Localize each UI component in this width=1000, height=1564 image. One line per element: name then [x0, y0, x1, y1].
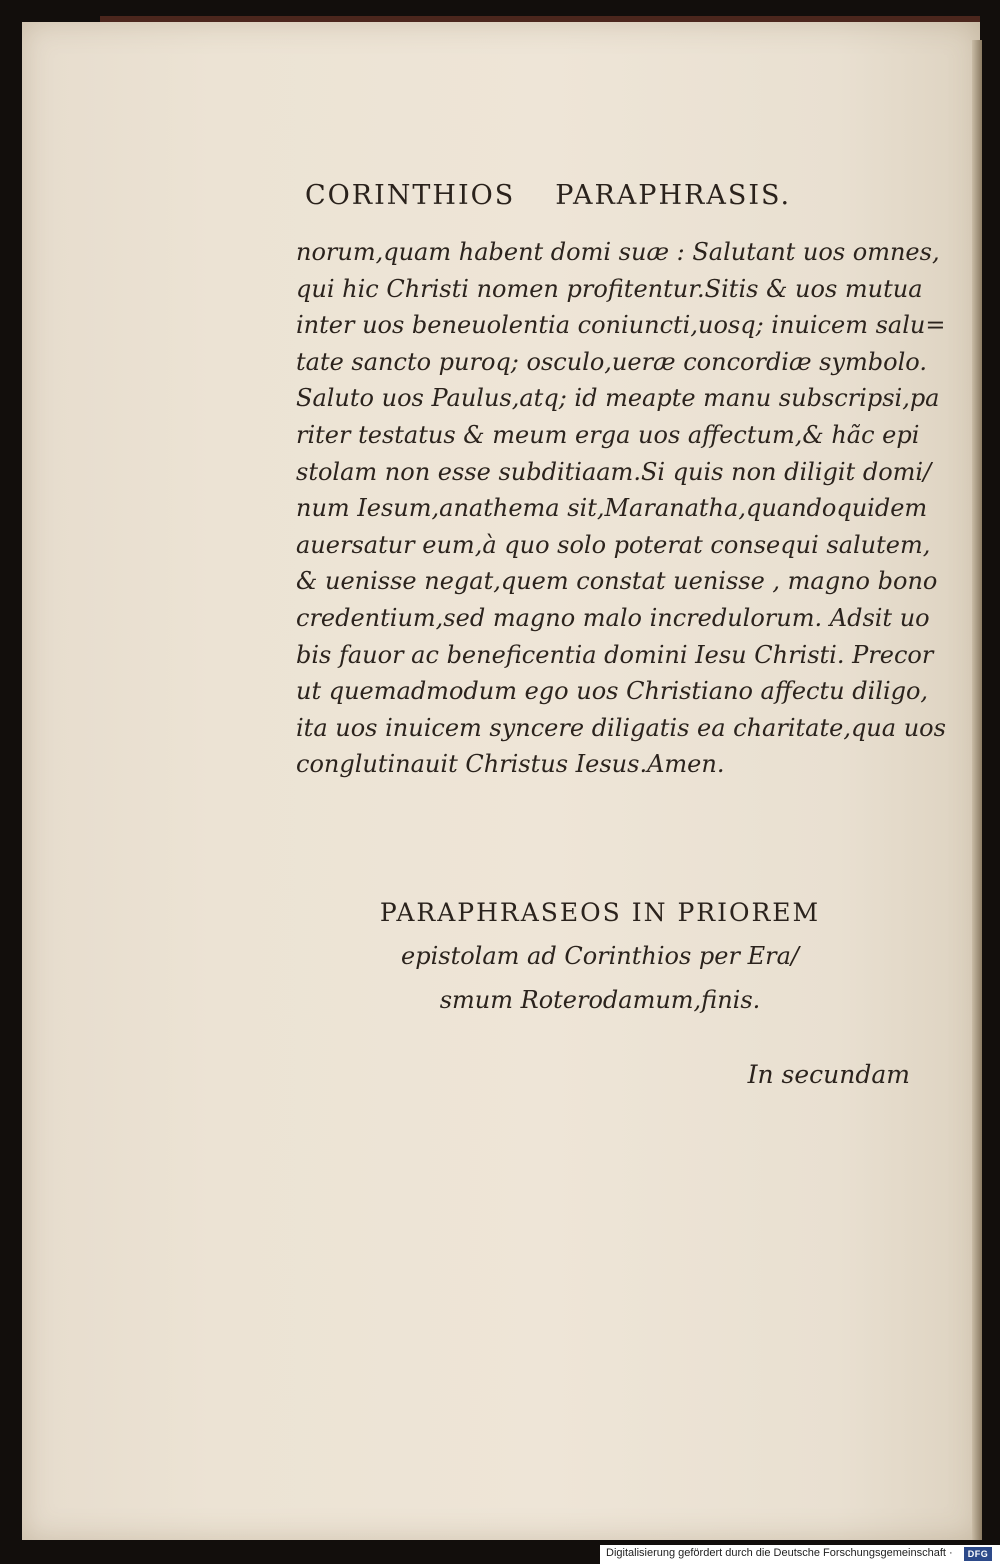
- body-line: tate sancto puroq; osculo,ueræ concordiæ symbolo.: [296, 347, 927, 376]
- running-header-right: PARAPHRASIS.: [555, 180, 792, 211]
- body-line: num Iesum,anathema sit,Maranatha,quandoquidem: [296, 494, 928, 523]
- running-header-left: CORINTHIOS: [305, 180, 516, 211]
- body-line: qui hic Christi nomen profitentur.Sitis & uos mutua: [296, 274, 923, 303]
- body-line: riter testatus & meum erga uos affectum,& hãc epi: [296, 420, 920, 449]
- body-line: auersatur eum,à quo solo poterat consequi salutem,: [296, 530, 931, 559]
- body-line: ut quemadmodum ego uos Christiano affectu diligo,: [296, 677, 929, 706]
- body-line: inter uos beneuolentia coniuncti,uosq; inuicem salu=: [296, 311, 946, 340]
- colophon-line: epistolam ad Corinthios per Era/: [401, 942, 799, 970]
- body-line: & uenisse negat,quem constat uenisse , magno bono: [296, 567, 938, 596]
- catchword: In secundam: [747, 1060, 910, 1089]
- body-line: conglutinauit Christus Iesus.Amen.: [296, 750, 725, 779]
- dfg-logo: DFG: [964, 1547, 992, 1561]
- funding-credit: Digitalisierung gefördert durch die Deutsche Forschungsgemeinschaft ·: [606, 1547, 953, 1559]
- colophon-title: PARAPHRASEOS IN PRIOREM: [379, 898, 821, 927]
- body-line: norum,quam habent domi suæ : Salutant uos omnes,: [296, 238, 940, 266]
- body-line: bis fauor ac beneficentia domini Iesu Christi. Precor: [296, 640, 934, 669]
- running-header: [305, 180, 865, 211]
- body-line: Saluto uos Paulus,atq; id meapte manu subscripsi,pa: [296, 384, 940, 413]
- body-text: [296, 234, 946, 783]
- body-line: ita uos inuicem syncere diligatis ea charitate,qua uos: [296, 713, 946, 742]
- page-edge-right: [972, 40, 982, 1540]
- body-line: stolam non esse subditiaam.Si quis non diligit domi/: [296, 457, 932, 486]
- colophon-line: smum Roterodamum,finis.: [439, 986, 761, 1014]
- colophon: [300, 892, 900, 1022]
- body-line: credentium,sed magno malo incredulorum. Adsit uo: [296, 603, 930, 632]
